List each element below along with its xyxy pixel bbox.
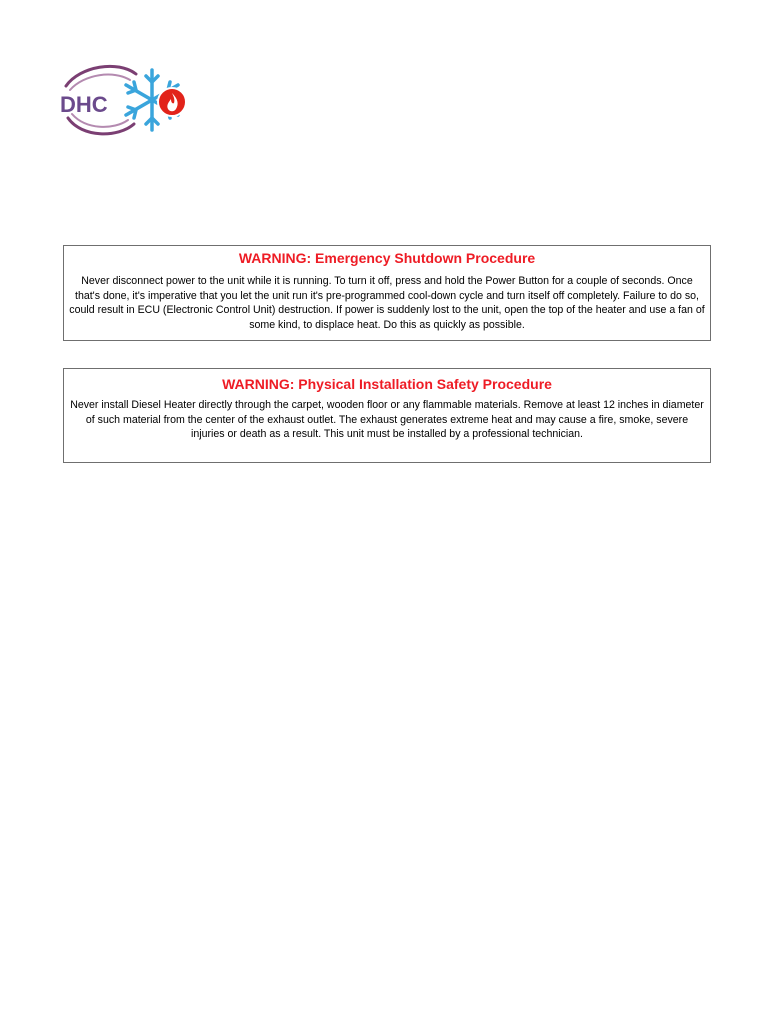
emergency-shutdown-warning <box>63 245 711 341</box>
warning-title: WARNING: Emergency Shutdown Procedure <box>238 250 536 266</box>
warning-body: Never disconnect power to the unit while it is running. To turn it off, press and hold the Power Button for a couple of seconds. Once that's done, it's imperative that you let the unit run it's pre-programmed cool-down cycle and turn itself off completely. Failure to do so, could result in ECU (Electronic Control Unit) destruction. If power is suddenly lost to the unit, open the top of the heater and use a fan of some kind, to displace heat. Do this as quickly as possible. <box>69 275 705 331</box>
logo-text: DHC <box>60 92 108 117</box>
warning-body: Never install Diesel Heater directly through the carpet, wooden floor or any flammable materials. Remove at least 12 inches in diameter of such material from the center of the exhaust outlet. The exhaust generates extreme heat and may cause a fire, smoke, severe injuries or death as a result. This unit must be installed by a professional technician. <box>70 399 704 440</box>
warning-title: WARNING: Physical Installation Safety Procedure <box>222 376 552 392</box>
dhc-logo <box>58 62 194 138</box>
flame-icon <box>158 88 186 116</box>
dhc-logo-icon <box>58 62 194 138</box>
installation-safety-warning <box>63 368 711 463</box>
